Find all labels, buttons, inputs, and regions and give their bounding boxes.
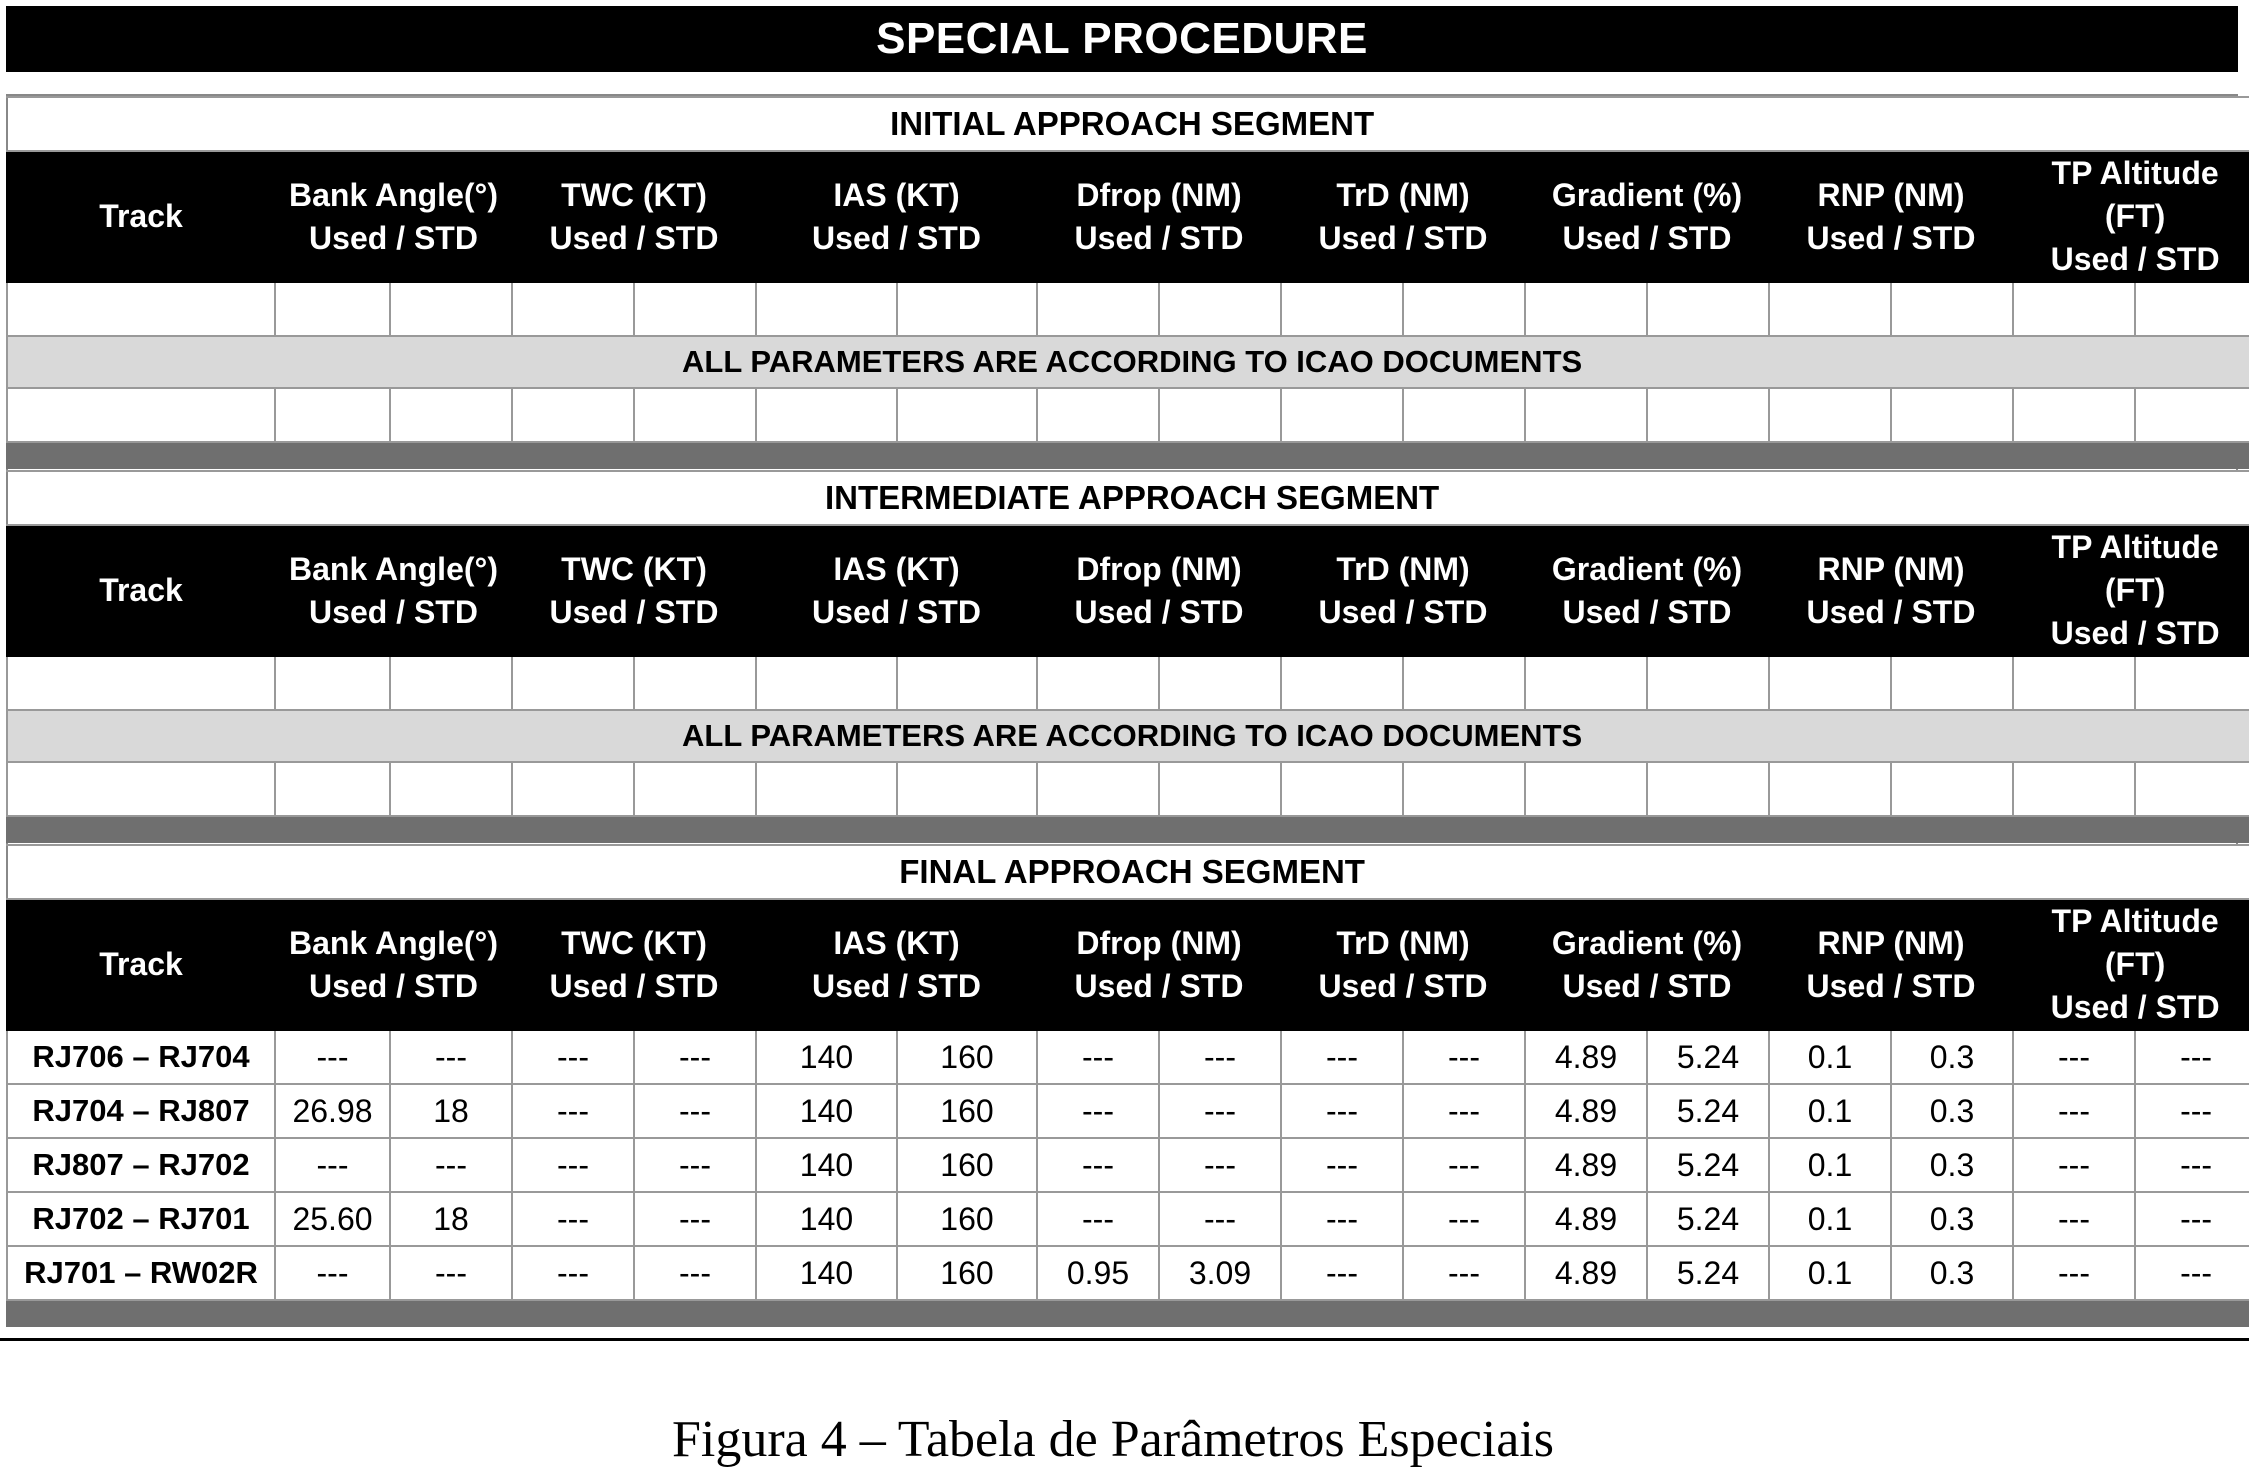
empty-cell — [512, 762, 634, 816]
header-column — [275, 151, 512, 282]
value-cell: --- — [634, 1246, 756, 1300]
empty-cell — [1891, 388, 2013, 442]
header-sublabel: Used / STD — [1806, 593, 1976, 630]
intermediate-segment — [6, 470, 2238, 843]
empty-cell — [7, 656, 275, 710]
header-label: TrD (NM) — [1336, 924, 1470, 961]
table-row — [7, 1192, 2249, 1246]
empty-cell — [634, 656, 756, 710]
value-cell: 160 — [897, 1246, 1037, 1300]
empty-cell — [756, 762, 897, 816]
header-column — [1281, 899, 1525, 1030]
empty-cell — [756, 282, 897, 336]
value-cell: --- — [1159, 1084, 1281, 1138]
header-column — [1525, 899, 1769, 1030]
empty-cell — [2135, 388, 2249, 442]
header-label: TWC (KT) — [561, 550, 707, 587]
value-cell: 140 — [756, 1030, 897, 1084]
empty-row — [7, 656, 2249, 710]
value-cell: 160 — [897, 1030, 1037, 1084]
header-label: IAS (KT) — [833, 550, 960, 587]
header-unit: (FT) — [2104, 198, 2166, 234]
empty-cell — [1403, 388, 1525, 442]
intermediate-segment-table — [6, 470, 2249, 843]
value-cell: --- — [512, 1030, 634, 1084]
track-cell: RJ706 – RJ704 — [7, 1030, 275, 1084]
separator-row — [7, 442, 2249, 468]
header-track: Track — [7, 151, 275, 282]
empty-cell — [1525, 656, 1647, 710]
header-sublabel: Used / STD — [1318, 219, 1488, 256]
empty-cell — [2135, 282, 2249, 336]
value-cell: 5.24 — [1647, 1084, 1769, 1138]
header-column — [756, 151, 1037, 282]
header-sublabel: Used / STD — [1806, 219, 1976, 256]
header-label: TP Altitude — [2051, 903, 2219, 939]
value-cell: --- — [1159, 1138, 1281, 1192]
header-column — [512, 525, 756, 656]
value-cell: 0.3 — [1891, 1030, 2013, 1084]
header-sublabel: Used / STD — [309, 593, 478, 630]
value-cell: --- — [1281, 1246, 1403, 1300]
header-sublabel: Used / STD — [812, 967, 981, 1004]
empty-cell — [1159, 282, 1281, 336]
value-cell: 5.24 — [1647, 1030, 1769, 1084]
header-column — [1037, 525, 1281, 656]
icao-note: ALL PARAMETERS ARE ACCORDING TO ICAO DOCUMENTS — [7, 710, 2249, 762]
value-cell: --- — [1037, 1030, 1159, 1084]
header-column — [1769, 525, 2013, 656]
header-column — [275, 525, 512, 656]
empty-cell — [7, 762, 275, 816]
empty-cell — [2013, 282, 2135, 336]
header-sublabel: Used / STD — [1562, 967, 1732, 1004]
value-cell: --- — [1281, 1030, 1403, 1084]
value-cell: 0.1 — [1769, 1030, 1891, 1084]
empty-cell — [897, 388, 1037, 442]
value-cell: --- — [512, 1138, 634, 1192]
value-cell: --- — [275, 1246, 390, 1300]
header-track: Track — [7, 899, 275, 1030]
value-cell: --- — [634, 1138, 756, 1192]
empty-cell — [390, 282, 512, 336]
header-sublabel: Used / STD — [1318, 593, 1488, 630]
separator-row — [7, 1300, 2249, 1326]
table-row — [7, 1030, 2249, 1084]
final-segment-table — [6, 844, 2249, 1327]
value-cell: 4.89 — [1525, 1138, 1647, 1192]
value-cell: 0.1 — [1769, 1138, 1891, 1192]
value-cell: --- — [634, 1192, 756, 1246]
empty-cell — [1281, 762, 1403, 816]
header-row — [7, 525, 2249, 656]
empty-cell — [1037, 388, 1159, 442]
empty-cell — [1037, 762, 1159, 816]
header-label: IAS (KT) — [833, 176, 960, 213]
value-cell: --- — [634, 1030, 756, 1084]
empty-cell — [1281, 282, 1403, 336]
empty-cell — [1525, 282, 1647, 336]
separator-row — [7, 816, 2249, 842]
empty-cell — [1647, 656, 1769, 710]
empty-cell — [1281, 656, 1403, 710]
empty-cell — [390, 388, 512, 442]
header-sublabel: Used / STD — [2050, 989, 2220, 1025]
segment-title: INITIAL APPROACH SEGMENT — [7, 97, 2249, 151]
header-sublabel: Used / STD — [309, 219, 478, 256]
empty-cell — [1769, 656, 1891, 710]
note-row — [7, 336, 2249, 388]
header-column — [2013, 525, 2249, 656]
header-label: Bank Angle(°) — [289, 550, 498, 587]
value-cell: --- — [275, 1138, 390, 1192]
empty-cell — [1525, 388, 1647, 442]
empty-cell — [2135, 762, 2249, 816]
empty-cell — [1891, 762, 2013, 816]
value-cell: --- — [1281, 1084, 1403, 1138]
track-cell: RJ702 – RJ701 — [7, 1192, 275, 1246]
value-cell: --- — [2135, 1084, 2249, 1138]
value-cell: 0.1 — [1769, 1084, 1891, 1138]
value-cell: --- — [390, 1246, 512, 1300]
value-cell: 4.89 — [1525, 1192, 1647, 1246]
empty-cell — [1403, 762, 1525, 816]
value-cell: 160 — [897, 1192, 1037, 1246]
empty-cell — [1647, 388, 1769, 442]
value-cell: 5.24 — [1647, 1192, 1769, 1246]
header-row — [7, 899, 2249, 1030]
header-track: Track — [7, 525, 275, 656]
table-row — [7, 1084, 2249, 1138]
header-label: Bank Angle(°) — [289, 176, 498, 213]
value-cell: --- — [512, 1084, 634, 1138]
header-unit: (FT) — [2104, 572, 2166, 608]
value-cell: --- — [1281, 1138, 1403, 1192]
value-cell: 0.95 — [1037, 1246, 1159, 1300]
value-cell: 140 — [756, 1246, 897, 1300]
header-column — [756, 899, 1037, 1030]
header-label: TrD (NM) — [1336, 176, 1470, 213]
segment-title: INTERMEDIATE APPROACH SEGMENT — [7, 471, 2249, 525]
value-cell: 18 — [390, 1084, 512, 1138]
header-sublabel: Used / STD — [1074, 967, 1244, 1004]
header-label: RNP (NM) — [1817, 924, 1965, 961]
value-cell: 4.89 — [1525, 1030, 1647, 1084]
empty-cell — [2013, 656, 2135, 710]
empty-cell — [1403, 282, 1525, 336]
value-cell: --- — [1037, 1138, 1159, 1192]
header-label: IAS (KT) — [833, 924, 960, 961]
empty-cell — [1891, 282, 2013, 336]
empty-cell — [634, 762, 756, 816]
header-label: TP Altitude — [2051, 155, 2219, 191]
header-label: RNP (NM) — [1817, 176, 1965, 213]
table-title: SPECIAL PROCEDURE — [6, 6, 2238, 72]
empty-cell — [756, 388, 897, 442]
value-cell: 160 — [897, 1138, 1037, 1192]
table-row — [7, 1246, 2249, 1300]
header-column — [1281, 525, 1525, 656]
value-cell: 160 — [897, 1084, 1037, 1138]
empty-cell — [2013, 762, 2135, 816]
value-cell: --- — [390, 1030, 512, 1084]
header-column — [1037, 151, 1281, 282]
header-column — [512, 899, 756, 1030]
initial-segment — [6, 96, 2238, 469]
empty-cell — [1403, 656, 1525, 710]
empty-cell — [1647, 762, 1769, 816]
final-segment — [6, 844, 2238, 1327]
header-label: TWC (KT) — [561, 176, 707, 213]
value-cell: --- — [2013, 1192, 2135, 1246]
value-cell: --- — [512, 1246, 634, 1300]
empty-cell — [7, 282, 275, 336]
empty-cell — [634, 388, 756, 442]
empty-cell — [275, 282, 390, 336]
empty-cell — [897, 762, 1037, 816]
value-cell: 0.3 — [1891, 1084, 2013, 1138]
value-cell: --- — [1037, 1192, 1159, 1246]
value-cell: 140 — [756, 1084, 897, 1138]
header-label: Dfrop (NM) — [1076, 550, 1242, 587]
empty-cell — [1281, 388, 1403, 442]
value-cell: 0.3 — [1891, 1246, 2013, 1300]
header-label: Gradient (%) — [1551, 176, 1743, 213]
value-cell: 140 — [756, 1192, 897, 1246]
value-cell: --- — [2013, 1138, 2135, 1192]
value-cell: --- — [1403, 1192, 1525, 1246]
initial-segment-table — [6, 96, 2249, 469]
value-cell: --- — [1403, 1030, 1525, 1084]
empty-cell — [634, 282, 756, 336]
empty-cell — [1525, 762, 1647, 816]
header-sublabel: Used / STD — [549, 219, 719, 256]
header-column — [1525, 525, 1769, 656]
empty-cell — [1891, 656, 2013, 710]
value-cell: 4.89 — [1525, 1084, 1647, 1138]
value-cell: --- — [1037, 1084, 1159, 1138]
value-cell: --- — [2013, 1084, 2135, 1138]
header-label: Gradient (%) — [1551, 550, 1743, 587]
empty-cell — [275, 762, 390, 816]
header-sublabel: Used / STD — [1074, 219, 1244, 256]
value-cell: --- — [2135, 1246, 2249, 1300]
bottom-rule — [0, 1338, 2249, 1341]
empty-row — [7, 282, 2249, 336]
empty-cell — [1159, 388, 1281, 442]
header-sublabel: Used / STD — [2050, 615, 2220, 651]
value-cell: --- — [1403, 1138, 1525, 1192]
empty-cell — [1159, 762, 1281, 816]
value-cell: 0.3 — [1891, 1138, 2013, 1192]
value-cell: 140 — [756, 1138, 897, 1192]
value-cell: --- — [1281, 1192, 1403, 1246]
value-cell: --- — [2135, 1030, 2249, 1084]
value-cell: 25.60 — [275, 1192, 390, 1246]
value-cell: --- — [1159, 1192, 1281, 1246]
header-sublabel: Used / STD — [549, 967, 719, 1004]
empty-cell — [2135, 656, 2249, 710]
empty-cell — [756, 656, 897, 710]
value-cell: --- — [1403, 1246, 1525, 1300]
empty-cell — [1159, 656, 1281, 710]
header-column — [1769, 151, 2013, 282]
header-sublabel: Used / STD — [812, 219, 981, 256]
value-cell: --- — [634, 1084, 756, 1138]
value-cell: 0.1 — [1769, 1246, 1891, 1300]
header-column — [1037, 899, 1281, 1030]
header-unit: (FT) — [2104, 946, 2166, 982]
header-column — [756, 525, 1037, 656]
empty-cell — [2013, 388, 2135, 442]
header-label: TWC (KT) — [561, 924, 707, 961]
header-sublabel: Used / STD — [812, 593, 981, 630]
value-cell: --- — [2135, 1192, 2249, 1246]
table-row — [7, 1138, 2249, 1192]
header-column — [275, 899, 512, 1030]
value-cell: --- — [1403, 1084, 1525, 1138]
value-cell: --- — [1159, 1030, 1281, 1084]
value-cell: 5.24 — [1647, 1246, 1769, 1300]
value-cell: --- — [2013, 1030, 2135, 1084]
empty-cell — [390, 762, 512, 816]
header-label: TrD (NM) — [1336, 550, 1470, 587]
header-label: Bank Angle(°) — [289, 924, 498, 961]
empty-cell — [1769, 762, 1891, 816]
header-sublabel: Used / STD — [1562, 593, 1732, 630]
header-sublabel: Used / STD — [1318, 967, 1488, 1004]
value-cell: --- — [2013, 1246, 2135, 1300]
header-label: Dfrop (NM) — [1076, 176, 1242, 213]
header-label: Dfrop (NM) — [1076, 924, 1242, 961]
empty-cell — [275, 656, 390, 710]
track-cell: RJ704 – RJ807 — [7, 1084, 275, 1138]
icao-note: ALL PARAMETERS ARE ACCORDING TO ICAO DOCUMENTS — [7, 336, 2249, 388]
empty-cell — [512, 282, 634, 336]
segment-title-row — [7, 471, 2249, 525]
value-cell: --- — [512, 1192, 634, 1246]
empty-cell — [512, 388, 634, 442]
header-row — [7, 151, 2249, 282]
empty-cell — [512, 656, 634, 710]
empty-cell — [1769, 282, 1891, 336]
header-sublabel: Used / STD — [309, 967, 478, 1004]
header-sublabel: Used / STD — [549, 593, 719, 630]
empty-cell — [1647, 282, 1769, 336]
header-label: Gradient (%) — [1551, 924, 1743, 961]
header-label: RNP (NM) — [1817, 550, 1965, 587]
segment-title-row — [7, 97, 2249, 151]
empty-cell — [1037, 282, 1159, 336]
segment-title-row — [7, 845, 2249, 899]
header-sublabel: Used / STD — [1806, 967, 1976, 1004]
empty-cell — [1769, 388, 1891, 442]
empty-cell — [1037, 656, 1159, 710]
value-cell: 0.3 — [1891, 1192, 2013, 1246]
header-sublabel: Used / STD — [1074, 593, 1244, 630]
empty-cell — [897, 656, 1037, 710]
empty-row — [7, 762, 2249, 816]
value-cell: 3.09 — [1159, 1246, 1281, 1300]
value-cell: 4.89 — [1525, 1246, 1647, 1300]
value-cell: --- — [2135, 1138, 2249, 1192]
note-row — [7, 710, 2249, 762]
figure-caption: Figura 4 – Tabela de Parâmetros Especiais — [671, 1411, 1555, 1468]
header-column — [1525, 151, 1769, 282]
value-cell: 0.1 — [1769, 1192, 1891, 1246]
track-cell: RJ701 – RW02R — [7, 1246, 275, 1300]
empty-cell — [390, 656, 512, 710]
value-cell: 26.98 — [275, 1084, 390, 1138]
segment-title: FINAL APPROACH SEGMENT — [7, 845, 2249, 899]
value-cell: --- — [390, 1138, 512, 1192]
value-cell: 18 — [390, 1192, 512, 1246]
header-column — [2013, 151, 2249, 282]
header-column — [2013, 899, 2249, 1030]
empty-cell — [275, 388, 390, 442]
empty-row — [7, 388, 2249, 442]
empty-cell — [897, 282, 1037, 336]
header-label: TP Altitude — [2051, 529, 2219, 565]
header-sublabel: Used / STD — [1562, 219, 1732, 256]
header-column — [1769, 899, 2013, 1030]
header-sublabel: Used / STD — [2050, 241, 2220, 277]
header-column — [512, 151, 756, 282]
value-cell: --- — [275, 1030, 390, 1084]
value-cell: 5.24 — [1647, 1138, 1769, 1192]
track-cell: RJ807 – RJ702 — [7, 1138, 275, 1192]
empty-cell — [7, 388, 275, 442]
header-column — [1281, 151, 1525, 282]
